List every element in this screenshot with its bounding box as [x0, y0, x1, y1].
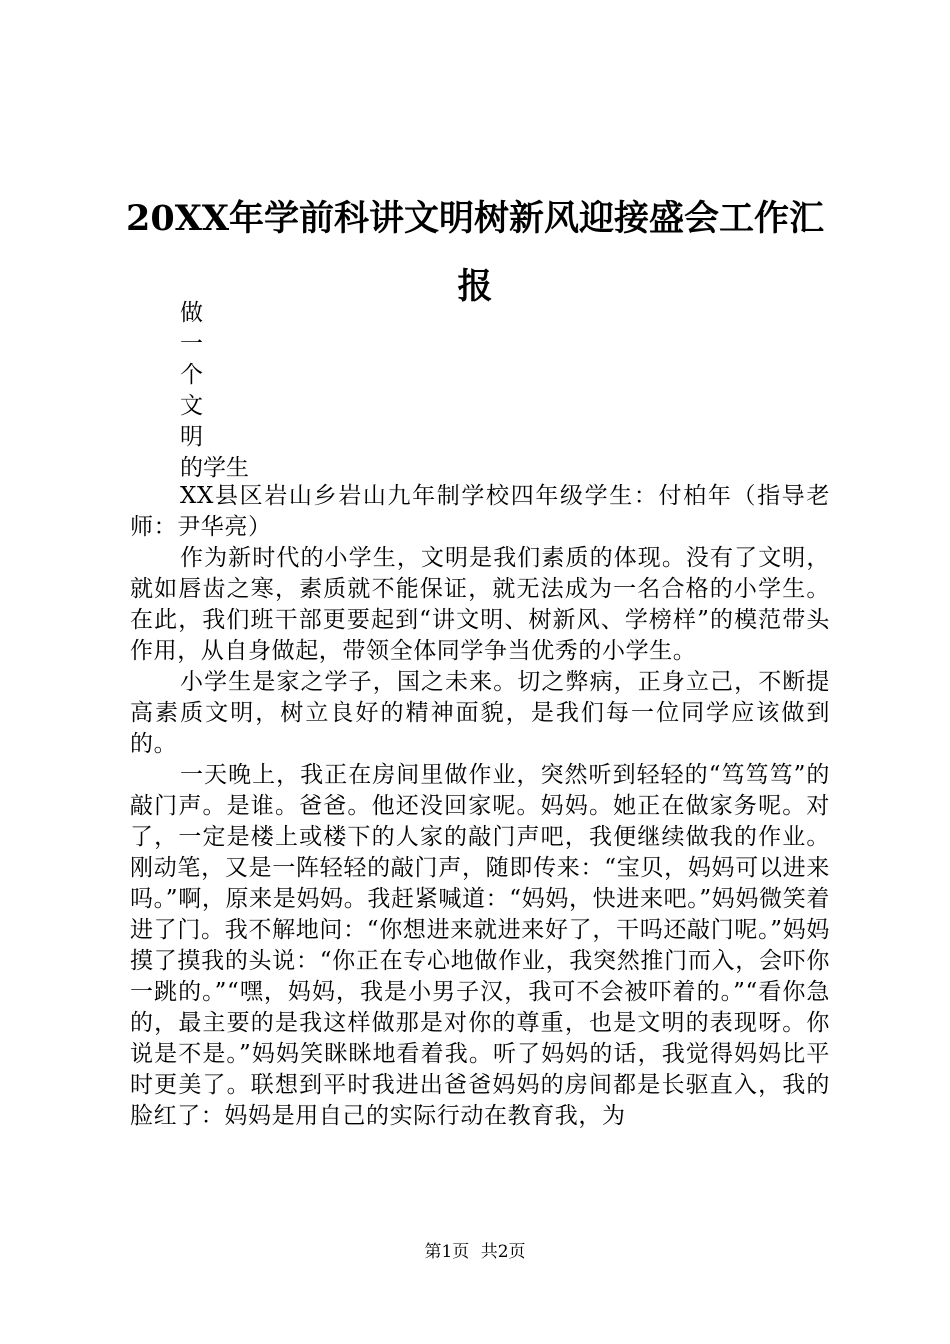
paragraph: 小学生是家之学子，国之未来。切之弊病，正身立己，不断提高素质文明，树立良好的精神面貌，是我们每一位同学应该做到的。: [130, 669, 830, 757]
page-number: 第1页: [424, 1242, 470, 1262]
vertical-heading-char: 一: [180, 331, 203, 357]
document-body: [130, 481, 830, 1132]
paragraph: 一天晚上，我正在房间里做作业，突然听到轻轻的“笃笃笃”的敲门声。是谁。爸爸。他还没回家呢。妈妈。她正在做家务呢。对了，一定是楼上或楼下的人家的敲门声吧，我便继续做我的作业。刚动笔，又是一阵轻轻的敲门声，随即传来：“宝贝，妈妈可以进来吗。”啊，原来是妈妈。我赶紧喊道：“妈妈，快进来吧。”妈妈微笑着进了门。我不解地问：“你想进来就进来好了，干吗还敲门呢。”妈妈摸了摸我的头说：“你正在专心地做作业，我突然推门而入，会吓你一跳的。”“嘿，妈妈，我是小男子汉，我可不会被吓着的。”“看你急的，最主要的是我这样做那是对你的尊重，也是文明的表现呀。你说是不是。”妈妈笑眯眯地看着我。听了妈妈的话，我觉得妈妈比平时更美了。联想到平时我进出爸爸妈妈的房间都是长驱直入，我的脸红了：妈妈是用自己的实际行动在教育我，为: [130, 762, 830, 1129]
vertical-heading-char: 文: [180, 393, 203, 419]
page-footer: [0, 1241, 950, 1263]
vertical-heading-char: 做: [180, 300, 203, 326]
vertical-heading-char: 的学生: [180, 455, 249, 481]
vertical-heading-char: 明: [180, 424, 203, 450]
paragraph: 作为新时代的小学生，文明是我们素质的体现。没有了文明，就如唇齿之寒，素质就不能保证，就无法成为一名合格的小学生。在此，我们班干部更要起到“讲文明、树新风、学榜样”的模范带头作用，从自身做起，带领全体同学争当优秀的小学生。: [130, 545, 830, 664]
vertical-heading: [180, 298, 249, 484]
document-title: 20XX年学前科讲文明树新风迎接盛会工作汇报: [125, 198, 825, 307]
vertical-heading-char: 个: [180, 362, 203, 388]
author-line: XX县区岩山乡岩山九年制学校四年级学生：付柏年（指导老师：尹华亮）: [130, 483, 830, 540]
page-total: 共2页: [480, 1242, 526, 1262]
